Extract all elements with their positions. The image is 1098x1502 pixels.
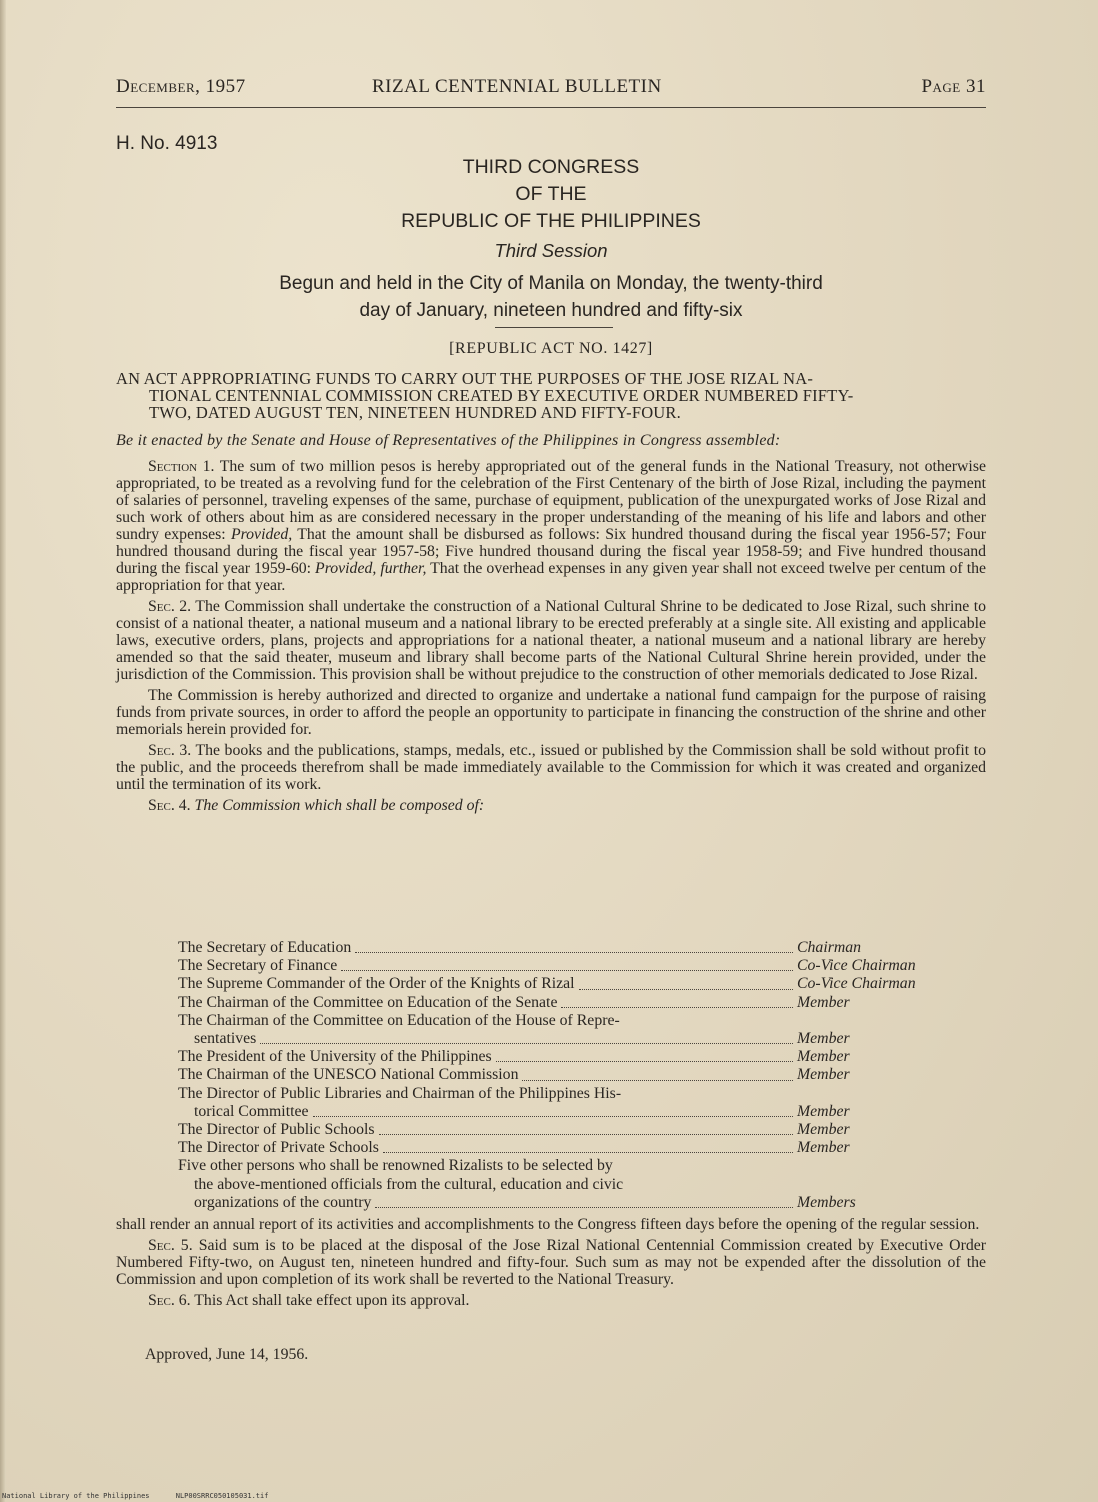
- session-label: Third Session: [494, 240, 608, 261]
- member-role: Co-Vice Chairman: [797, 957, 916, 975]
- running-head-page: Page 31: [921, 76, 986, 97]
- dot-leader: [341, 970, 793, 971]
- section-4: [116, 797, 986, 814]
- member-line: the above-mentioned officials from the cultural, education and civic: [194, 1175, 624, 1193]
- member-row: [178, 975, 953, 993]
- running-head: [116, 76, 986, 102]
- member-row: [178, 1103, 953, 1121]
- member-role: Member: [797, 1102, 850, 1120]
- act-title-line-3: TWO, DATED AUGUST TEN, NINETEEN HUNDRED AND FIFTY-FOUR.: [149, 403, 681, 422]
- member-row: [178, 1121, 953, 1139]
- dot-leader: [522, 1080, 793, 1081]
- member-name: The President of the University of the Philippines: [178, 1048, 492, 1066]
- member-name: The Director of Public Schools: [178, 1121, 375, 1139]
- dot-leader: [383, 1152, 793, 1153]
- member-name: The Secretary of Finance: [178, 957, 338, 975]
- begun-line-2: day of January, nineteen hundred and fifty-six: [359, 300, 743, 321]
- dot-leader: [313, 1116, 794, 1117]
- section-2-paragraph-2: The Commission is hereby authorized and directed to organize and undertake a national fund campaign for the purpose of raising funds from private sources, in order to afford the people an opportunity to participate in financing the construction of the shrine and other memorials herein provided for.: [116, 687, 986, 738]
- begun-line-1: Begun and held in the City of Manila on Monday, the twenty-third: [279, 273, 823, 294]
- member-row: [178, 939, 953, 957]
- member-role: Members: [797, 1193, 856, 1211]
- member-row: [178, 1139, 953, 1157]
- house-number: H. No. 4913: [116, 133, 218, 154]
- member-role: Member: [797, 1139, 850, 1157]
- act-title-line-1: AN ACT APPROPRIATING FUNDS TO CARRY OUT THE PURPOSES OF THE JOSE RIZAL NA-: [116, 369, 814, 388]
- section-1-label: Section 1.: [148, 458, 215, 475]
- section-4-tail: shall render an annual report of its activities and accomplishments to the Congress fifteen days before the opening of the regular session.: [116, 1216, 980, 1233]
- member-name: The Chairman of the Committee on Education of the Senate: [178, 993, 558, 1011]
- commission-members-list: [178, 939, 953, 1212]
- congress-line-2: OF THE: [515, 183, 587, 205]
- header-rule: [116, 107, 986, 108]
- dot-leader: [260, 1043, 793, 1044]
- member-row: [178, 994, 953, 1012]
- section-1: [116, 458, 986, 594]
- member-name: sentatives: [194, 1030, 257, 1048]
- dot-leader: [355, 952, 793, 953]
- member-row: [178, 957, 953, 975]
- section-3: [116, 742, 986, 793]
- dot-leader: [561, 1007, 793, 1008]
- section-1-provided: Provided,: [230, 526, 293, 543]
- member-name: The Director of Private Schools: [178, 1139, 379, 1157]
- scan-footer: [2, 1492, 290, 1500]
- section-2-text: The Commission shall undertake the construction of a National Cultural Shrine to be dedicated to Jose Rizal, such shrine to consist of a national theater, a national museum and a national library to be erected preferably at a single site. All existing and applicable laws, executive orders, plans, projects and appropriations for a national theater, a national museum and a national library are hereby amended so that the said theater, museum and library shall become parts of the National Cultural Shrine herein provided, under the jurisdiction of the Commission. This provision shall be without prejudice to the construction of other memorials dedicated to Jose Rizal.: [116, 598, 986, 683]
- act-body: [116, 458, 986, 818]
- section-1-text: The sum of two million pesos is hereby appropriated out of the general funds in the National Treasury, not otherwise appropriated, to be treated as a revolving fund for the celebration of the First Centenary of the birth of Jose Rizal, including the payment of salaries of personnel, traveling expenses of the same, purchase of equipment, publication of the unexpurgated works of Jose Rizal and such work of others about him as are considered necessary in the proper understanding of the meaning of his life and labors and other sundry expenses:: [116, 458, 986, 543]
- section-1-text-2: That the amount shall be disbursed as follows: Six hundred thousand during the fiscal year 1956-57; Four hundred thousand during the fiscal year 1957-58; Five hundred thousand during the fiscal year 1958-59; and Five hundred thousand during the fiscal year 1959-60:: [116, 526, 986, 577]
- running-head-title: RIZAL CENTENNIAL BULLETIN: [372, 76, 662, 97]
- member-row: [178, 1048, 953, 1066]
- act-title-line-2: TIONAL CENTENNIAL COMMISSION CREATED BY EXECUTIVE ORDER NUMBERED FIFTY-: [149, 386, 854, 405]
- begun-statement: [116, 270, 986, 324]
- member-role: Member: [797, 1048, 850, 1066]
- member-role: Member: [797, 1030, 850, 1048]
- member-role: Co-Vice Chairman: [797, 975, 916, 993]
- enacting-clause: Be it enacted by the Senate and House of Representatives of the Philippines in Congress assembled:: [116, 432, 781, 449]
- section-6-label: Sec. 6.: [148, 1292, 191, 1309]
- section-divider: [495, 327, 613, 328]
- act-title: [116, 370, 986, 421]
- member-role: Member: [797, 1121, 850, 1139]
- dot-leader: [375, 1207, 793, 1208]
- member-role: Member: [797, 1066, 850, 1084]
- section-4-label: Sec. 4.: [148, 797, 191, 814]
- section-6-text: This Act shall take effect upon its approval.: [194, 1292, 470, 1309]
- footer-library: National Library of the Philippines: [2, 1492, 150, 1500]
- page-fold-shadow: [0, 0, 6, 1502]
- dot-leader: [579, 989, 793, 990]
- member-name: organizations of the country: [194, 1193, 372, 1211]
- section-5-label: Sec. 5.: [148, 1237, 193, 1254]
- section-2: [116, 598, 986, 683]
- congress-line-3: REPUBLIC OF THE PHILIPPINES: [401, 210, 701, 232]
- dot-leader: [496, 1061, 793, 1062]
- member-name: The Secretary of Education: [178, 939, 352, 956]
- section-6: [116, 1292, 986, 1309]
- section-1-text-3: That the overhead expenses in any given year shall not exceed twelve per centum of the appropriation for that year.: [116, 560, 986, 594]
- member-line: The Director of Public Libraries and Chairman of the Philippines His-: [178, 1084, 622, 1102]
- congress-line-1: THIRD CONGRESS: [462, 156, 640, 178]
- section-2-label: Sec. 2.: [148, 598, 192, 615]
- section-1-provided-further: Provided, further,: [315, 560, 427, 577]
- member-name: The Supreme Commander of the Order of the Knights of Rizal: [178, 975, 575, 993]
- section-3-text: The books and the publications, stamps, medals, etc., issued or published by the Commission shall be sold without profit to the public, and the proceeds therefrom shall be made immediately available to the Commission for which it was created and organized until the termination of its work.: [116, 742, 986, 793]
- member-name: The Chairman of the UNESCO National Commission: [178, 1066, 519, 1084]
- section-5-text: Said sum is to be placed at the disposal of the Jose Rizal National Centennial Commission created by Executive Order Numbered Fifty-two, on August ten, nineteen hundred and fifty-four. Such sum as may not be expended after the dissolution of the Commission and upon completion of its work shall be reverted to the National Treasury.: [116, 1237, 987, 1288]
- republic-act-number: [REPUBLIC ACT NO. 1427]: [449, 340, 653, 357]
- member-line: The Chairman of the Committee on Education of the House of Repre-: [178, 1011, 620, 1029]
- member-row: [178, 1066, 953, 1084]
- section-4-text: The Commission which shall be composed of:: [194, 797, 485, 814]
- member-row: [178, 1030, 953, 1048]
- member-role: Member: [797, 993, 850, 1011]
- approval-date: Approved, June 14, 1956.: [145, 1346, 309, 1363]
- member-role: Chairman: [797, 939, 862, 956]
- act-body-continued: [116, 1216, 986, 1313]
- running-head-date: December, 1957: [116, 76, 246, 97]
- congress-heading: [116, 154, 986, 235]
- member-row: [178, 1194, 953, 1212]
- dot-leader: [379, 1134, 793, 1135]
- footer-filename: NLP00SRRC050105031.tif: [175, 1492, 269, 1500]
- member-name: torical Committee: [194, 1102, 309, 1120]
- member-line: Five other persons who shall be renowned Rizalists to be selected by: [178, 1157, 613, 1175]
- section-3-label: Sec. 3.: [148, 742, 192, 759]
- section-5: [116, 1237, 986, 1288]
